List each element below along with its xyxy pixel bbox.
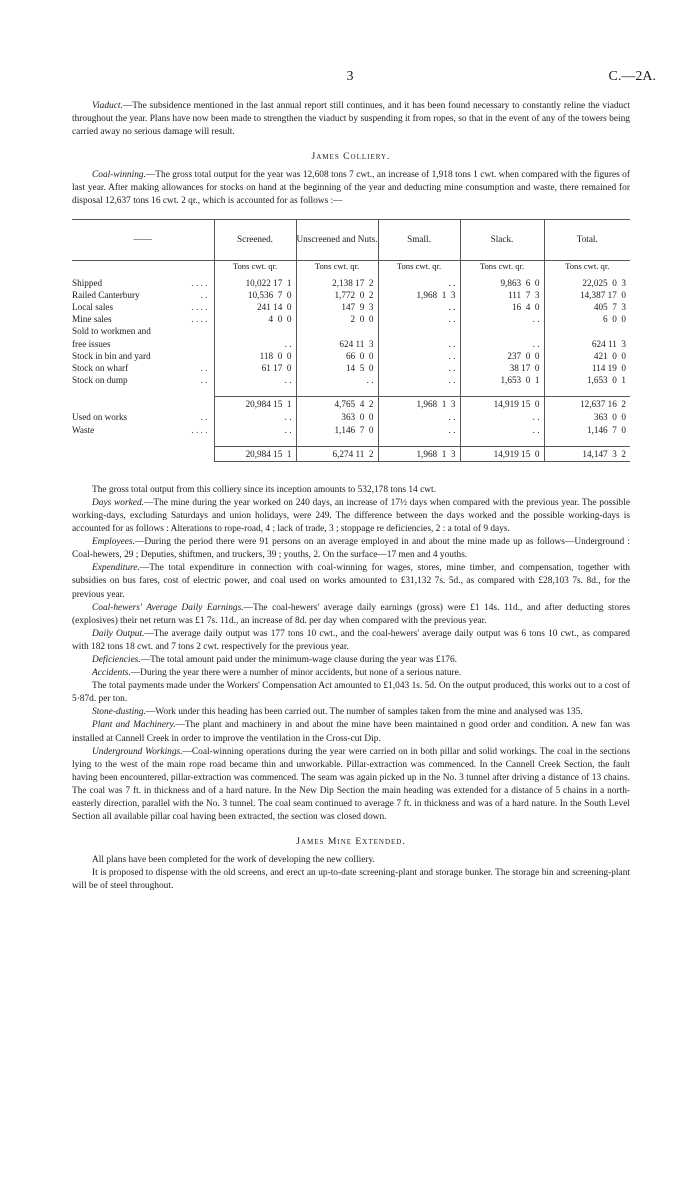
units-cell: Tons cwt. qr. [378,260,460,277]
table-cell: 14,147 3 2 [582,448,626,459]
table-cell: 2,138 17 2 [332,277,374,288]
table-cell: 16 4 0 [511,301,540,312]
table-row [72,397,630,412]
row-label-cell [72,313,214,325]
row-label: Local sales [72,301,114,312]
table-row [72,446,630,461]
units-row [72,260,630,277]
mine-extended-paragraph-2: It is proposed to dispense with the old screens, and erect an up-to-date screening-plant and storage bunker. The storage bin and screening-plant will be of steel throughout. [72,868,630,892]
row-leader-dots: . . . . [191,301,208,312]
units-cell: Tons cwt. qr. [214,260,296,277]
stone-dusting-paragraph [72,706,630,719]
underground-paragraph [72,746,630,825]
accidents-text: —During the year there were a number of minor accidents, but none of a serious nature. [130,668,462,679]
coal-winning-paragraph [72,169,630,208]
table-cell: 241 14 0 [257,301,292,312]
row-leader-dots: . . . . [191,277,208,288]
table-cell: 61 17 0 [261,362,292,373]
row-label: Waste [72,424,95,435]
table-cell: 1,146 7 0 [586,424,626,435]
units-cell: Tons cwt. qr. [460,260,544,277]
table-row [72,289,630,301]
table-cell: 14,919 15 0 [493,399,540,410]
table-cell: . . [448,338,456,349]
row-label-cell [72,301,214,313]
row-label: Sold to workmen and [72,326,151,337]
table-cell: 363 0 0 [593,412,626,423]
plant-paragraph [72,719,630,745]
stone-dusting-text: —Work under this heading has been carried out. The number of samples taken from the mine and analysed was 135. [145,707,583,718]
row-label-cell [72,411,214,423]
table-cell: 66 0 0 [345,350,374,361]
document-reference: C.—2A. [608,69,656,84]
output-table [72,219,630,462]
row-label-cell [72,325,214,337]
table-cell: 20,984 15 1 [245,448,292,459]
column-header-label: —— [133,234,152,245]
table-cell: 111 7 3 [508,289,540,300]
underground-title: Underground Workings. [92,746,183,757]
table-cell: . . [284,338,292,349]
plant-text: —The plant and machinery in and about the mine have been maintained n good order and condition. A new fan was installed at Cannell Creek in order to improve the ventilation in the Cross-cut Dip. [72,720,630,744]
row-label-cell [72,374,214,386]
accidents-paragraph [72,667,630,680]
viaduct-title: Viaduct. [92,101,123,111]
deficiencies-paragraph [72,654,630,667]
table-cell: 1,653 0 1 [500,375,540,386]
table-cell: . . [448,412,456,423]
table-cell: 20,984 15 1 [245,399,292,410]
row-leader-dots: . . . . [191,314,208,325]
row-label-cell [72,289,214,301]
table-row [72,362,630,374]
row-leader-dots: . . [200,289,208,300]
underground-text: —Coal-winning operations during the year were carried on in both pillar and solid workings. The coal in the sections lying to the west of the main rope road became thin and unworkable. Pillar-extraction was commenced. In the Cannell Creek Section, the fault having been encountered, pillar-extraction was commenced. The seam was again picked up in the No. 3 tunnel after driving a distance of 13 chains. The coal was 7 ft. in thickness and of a hard nature. In the New Dip Section the main heading was extended for a distance of 5 chains in a north-easterly direction, parallel with the No. 3 tunnel. The coal seam continued to average 7 ft. in thickness and was of a hard nature. In the South Level Section all available pillar coal having been extracted, the section was closed down. [72,746,630,823]
employees-title: Employees. [92,537,135,548]
row-label: Shipped [72,277,103,288]
table-cell: 1,968 1 3 [416,399,456,410]
viaduct-text: —The subsidence mentioned in the last annual report still continues, and it has been found necessary to constantly reline the viaduct throughout the year. Plans have now been made to strengthen the viaduct by suspending it from ropes, so that in the event of any of the towers being carried away no serious damage will result. [72,101,630,138]
table-cell: . . [532,412,540,423]
table-cell: . . [448,350,456,361]
table-cell: . . [366,375,374,386]
row-leader-dots: . . . . [191,424,208,435]
table-cell: 9,863 6 0 [500,277,540,288]
row-label-cell [72,397,214,412]
table-cell: 4 0 0 [268,314,292,325]
table-cell: 38 17 0 [509,362,540,373]
table-cell: 1,968 1 3 [416,289,456,300]
table-cell: 10,022 17 1 [245,277,292,288]
daily-output-text: —The average daily output was 177 tons 10 cwt., and the coal-hewers' average daily output was 6 tons 10 cwt., as compared with 182 tons 18 cwt. and 7 tons 2 cwt. respectively for the previous year. [72,628,630,652]
table-cell: . . [284,375,292,386]
table-cell: . . [448,277,456,288]
row-label: Stock on dump [72,375,128,386]
table-cell: 1,968 1 3 [416,448,456,459]
table-cell: . . [448,375,456,386]
table-cell: 237 0 0 [507,350,540,361]
table-cell: . . [532,314,540,325]
row-label: Stock in bin and yard [72,350,151,361]
table-cell: . . [284,424,292,435]
stone-dusting-title: Stone-dusting. [92,707,146,718]
units-cell: Tons cwt. qr. [296,260,378,277]
table-row [72,325,630,337]
table-cell: 118 0 0 [259,350,292,361]
table-cell: 22,025 0 3 [582,277,626,288]
page-content [72,100,630,894]
earnings-paragraph [72,602,630,628]
accidents-title: Accidents. [92,668,131,679]
compensation-paragraph: The total payments made under the Workers' Compensation Act amounted to £1,043 1s. 5d. On the output produced, this works out to a cost of 5·87d. per ton. [72,681,630,705]
table-row [72,350,630,362]
table-cell: . . [448,314,456,325]
expenditure-paragraph [72,562,630,601]
table-cell: 405 7 3 [593,301,626,312]
coal-winning-title: Coal-winning. [92,170,146,181]
table-cell: 147 9 3 [341,301,374,312]
table-cell: 421 0 0 [593,350,626,361]
table-cell: 624 11 3 [339,338,374,349]
table-cell: 14 5 0 [345,362,374,373]
table-cell: . . [284,412,292,423]
expenditure-title: Expenditure. [92,563,140,574]
table-cell: . . [448,301,456,312]
spacer-row [72,386,630,397]
page-number: 3 [346,69,354,84]
row-label-cell [72,350,214,362]
days-worked-text: —The mine during the year worked on 240 days, an increase of 17½ days when compared with the previous year. The possible working-days, excluding Saturdays and union holidays, were 249. The difference between the days worked and the possible working-days is accounted for as follows : Alterations to rope-road, 4 ; lack of trade, 3 ; stoppage re deficiencies, 2 : a total of 9 days. [72,497,630,535]
table-cell: 1,146 7 0 [334,424,374,435]
table-row [72,277,630,289]
viaduct-paragraph [72,100,630,139]
table-cell: 14,919 15 0 [493,448,540,459]
row-label: Used on works [72,412,128,423]
expenditure-text: —The total expenditure in connection with coal-winning for wages, stores, mine timber, and compensation, together with subsidies on bus fares, cost of electric power, and coal used on works amounted to £31,132 7s. 5d., as compared with £28,103 7s. 8d., for the previous year. [72,563,630,600]
deficiencies-text: —The total amount paid under the minimum-wage clause during the year was £176. [140,655,458,666]
days-worked-title: Days worked. [92,497,144,508]
daily-output-title: Daily Output. [92,628,145,639]
james-mine-extended-heading: James Mine Extended. [296,836,406,848]
table-cell: 6,274 11 2 [332,448,374,459]
row-label-cell [72,277,214,289]
employees-paragraph [72,536,630,562]
row-label-cell [72,338,214,350]
units-cell: Tons cwt. qr. [544,260,630,277]
row-label: free issues [72,338,111,349]
row-label: Stock on wharf [72,362,129,373]
earnings-title: Coal-hewers' Average Daily Earnings. [92,602,244,613]
column-header-slack: Slack. [460,219,544,260]
table-cell: 4,765 4 2 [334,399,374,410]
table-cell: 624 11 3 [591,338,626,349]
row-label-cell [72,362,214,374]
row-leader-dots: . . [200,375,208,386]
output-table-wrapper [72,219,630,462]
table-cell: 1,772 0 2 [334,289,374,300]
table-row [72,313,630,325]
table-cell: . . [448,424,456,435]
table-cell: 6 0 0 [603,314,626,325]
days-worked-paragraph [72,497,630,536]
table-cell: 12,637 16 2 [580,399,626,410]
daily-output-paragraph [72,628,630,654]
column-header-screened: Screened. [214,219,296,260]
table-cell: 14,387 17 0 [580,289,626,300]
column-header-unscreened: Unscreened and Nuts. [296,219,378,260]
spacer-row [72,436,630,447]
table-cell: 2 0 0 [350,314,374,325]
table-cell: . . [532,338,540,349]
table-row [72,411,630,423]
table-cell: 363 0 0 [341,412,374,423]
plant-title: Plant and Machinery. [92,720,176,731]
james-colliery-heading: James Colliery. [311,151,391,163]
column-header-small: Small. [378,219,460,260]
table-cell: 114 19 0 [591,362,626,373]
table-cell: 10,536 7 0 [247,289,292,300]
earnings-text: —The coal-hewers' average daily earnings (gross) were £1 14s. 11d., and after deducting stores (explosives) their net return was £1 7s. 11d., an increase of 8d. per day when compared with the previous year. [72,602,631,626]
gross-output-paragraph: The gross total output from this colliery since its inception amounts to 532,178 tons 14 cwt. [92,484,436,495]
table-cell: . . [532,424,540,435]
row-label-cell [72,446,214,461]
deficiencies-title: Deficiencies. [92,655,141,666]
table-row [72,424,630,436]
table-cell: 1,653 0 1 [586,375,626,386]
column-header-total: Total. [544,219,630,260]
row-leader-dots: . . [200,412,208,423]
coal-winning-text: —The gross total output for the year was 12,608 tons 7 cwt., an increase of 1,918 tons 1 cwt. when compared with the figures of last year. After making allowances for stocks on hand at the beginning of the year and deducting mine consumption and waste, there remained for disposal 12,637 tons 16 cwt. 2 qr., which is accounted for as follows :— [72,170,630,207]
table-row [72,301,630,313]
row-label: Railed Canterbury [72,289,140,300]
table-cell: . . [448,362,456,373]
table-row [72,338,630,350]
row-leader-dots: . . [200,362,208,373]
row-label-cell [72,424,214,436]
row-label: Mine sales [72,314,112,325]
mine-extended-paragraph-1: All plans have been completed for the work of developing the new colliery. [92,855,375,866]
employees-text: —During the period there were 91 persons on an average employed in and about the mine made up as follows—Underground : Coal-hewers, 29 ; Deputies, shiftmen, and truckers, 39 ; youths, 2. On the surface—17 men and 4 youths. [72,537,630,561]
output-table-body [72,260,630,461]
table-row [72,374,630,386]
